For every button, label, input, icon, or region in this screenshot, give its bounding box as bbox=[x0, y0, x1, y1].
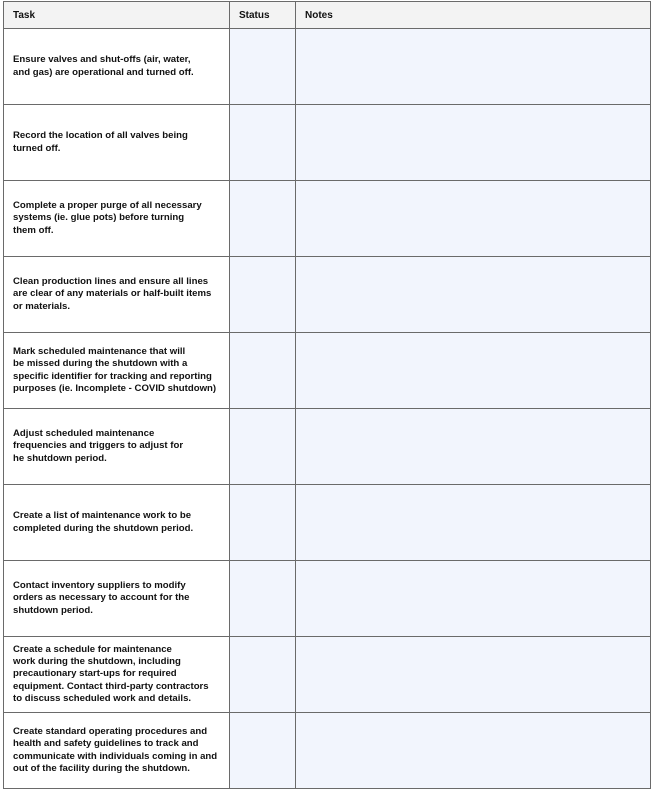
table-row bbox=[4, 257, 651, 333]
task-text: Create standard operating procedures and health and safety guidelines to track and communicate with individuals coming in and out of the facility during the shutdown. bbox=[13, 726, 218, 774]
table-row bbox=[4, 713, 651, 789]
task-cell bbox=[4, 561, 230, 637]
status-cell[interactable] bbox=[230, 333, 296, 409]
table-row bbox=[4, 409, 651, 485]
table-row bbox=[4, 181, 651, 257]
status-cell[interactable] bbox=[230, 409, 296, 485]
task-text: Mark scheduled maintenance that will be missed during the shutdown with a specific identifier for tracking and reporting purposes (ie. Incomplete - COVID shutdown) bbox=[13, 346, 217, 394]
task-text: Ensure valves and shut-offs (air, water, and gas) are operational and turned off. bbox=[13, 54, 194, 78]
task-text: Clean production lines and ensure all lines are clear of any materials or half-built items or materials. bbox=[13, 276, 212, 312]
notes-cell[interactable] bbox=[296, 29, 651, 105]
notes-cell[interactable] bbox=[296, 333, 651, 409]
status-cell[interactable] bbox=[230, 713, 296, 789]
notes-cell[interactable] bbox=[296, 257, 651, 333]
header-row bbox=[4, 2, 651, 29]
table-row bbox=[4, 29, 651, 105]
notes-cell[interactable] bbox=[296, 637, 651, 713]
table-row bbox=[4, 485, 651, 561]
task-text: Complete a proper purge of all necessary systems (ie. glue pots) before turning them off. bbox=[13, 200, 202, 236]
task-cell bbox=[4, 181, 230, 257]
status-cell[interactable] bbox=[230, 637, 296, 713]
table-row bbox=[4, 561, 651, 637]
notes-column-header: Notes bbox=[296, 2, 651, 29]
task-cell bbox=[4, 485, 230, 561]
task-cell bbox=[4, 333, 230, 409]
task-cell bbox=[4, 257, 230, 333]
checklist-table bbox=[3, 1, 651, 789]
table-row bbox=[4, 637, 651, 713]
task-cell bbox=[4, 637, 230, 713]
status-cell[interactable] bbox=[230, 485, 296, 561]
task-cell bbox=[4, 713, 230, 789]
task-text: Contact inventory suppliers to modify orders as necessary to account for the shutdown period. bbox=[13, 580, 190, 616]
status-cell[interactable] bbox=[230, 257, 296, 333]
notes-cell[interactable] bbox=[296, 409, 651, 485]
notes-cell[interactable] bbox=[296, 485, 651, 561]
status-cell[interactable] bbox=[230, 29, 296, 105]
task-cell bbox=[4, 105, 230, 181]
status-cell[interactable] bbox=[230, 181, 296, 257]
task-text: Create a schedule for maintenance work during the shutdown, including precautionary start-ups for required equipment. Contact third-party contractors to discuss scheduled work and details. bbox=[13, 643, 209, 704]
notes-cell[interactable] bbox=[296, 105, 651, 181]
table-row bbox=[4, 105, 651, 181]
task-text: Create a list of maintenance work to be completed during the shutdown period. bbox=[13, 510, 194, 534]
notes-cell[interactable] bbox=[296, 561, 651, 637]
table-row bbox=[4, 333, 651, 409]
status-cell[interactable] bbox=[230, 561, 296, 637]
task-column-header: Task bbox=[4, 2, 230, 29]
notes-cell[interactable] bbox=[296, 181, 651, 257]
status-cell[interactable] bbox=[230, 105, 296, 181]
status-column-header: Status bbox=[230, 2, 296, 29]
task-text: Record the location of all valves being turned off. bbox=[13, 130, 188, 154]
task-text: Adjust scheduled maintenance frequencies and triggers to adjust for he shutdown period. bbox=[13, 428, 184, 464]
notes-cell[interactable] bbox=[296, 713, 651, 789]
task-cell bbox=[4, 409, 230, 485]
task-cell bbox=[4, 29, 230, 105]
shutdown-checklist bbox=[3, 1, 650, 796]
